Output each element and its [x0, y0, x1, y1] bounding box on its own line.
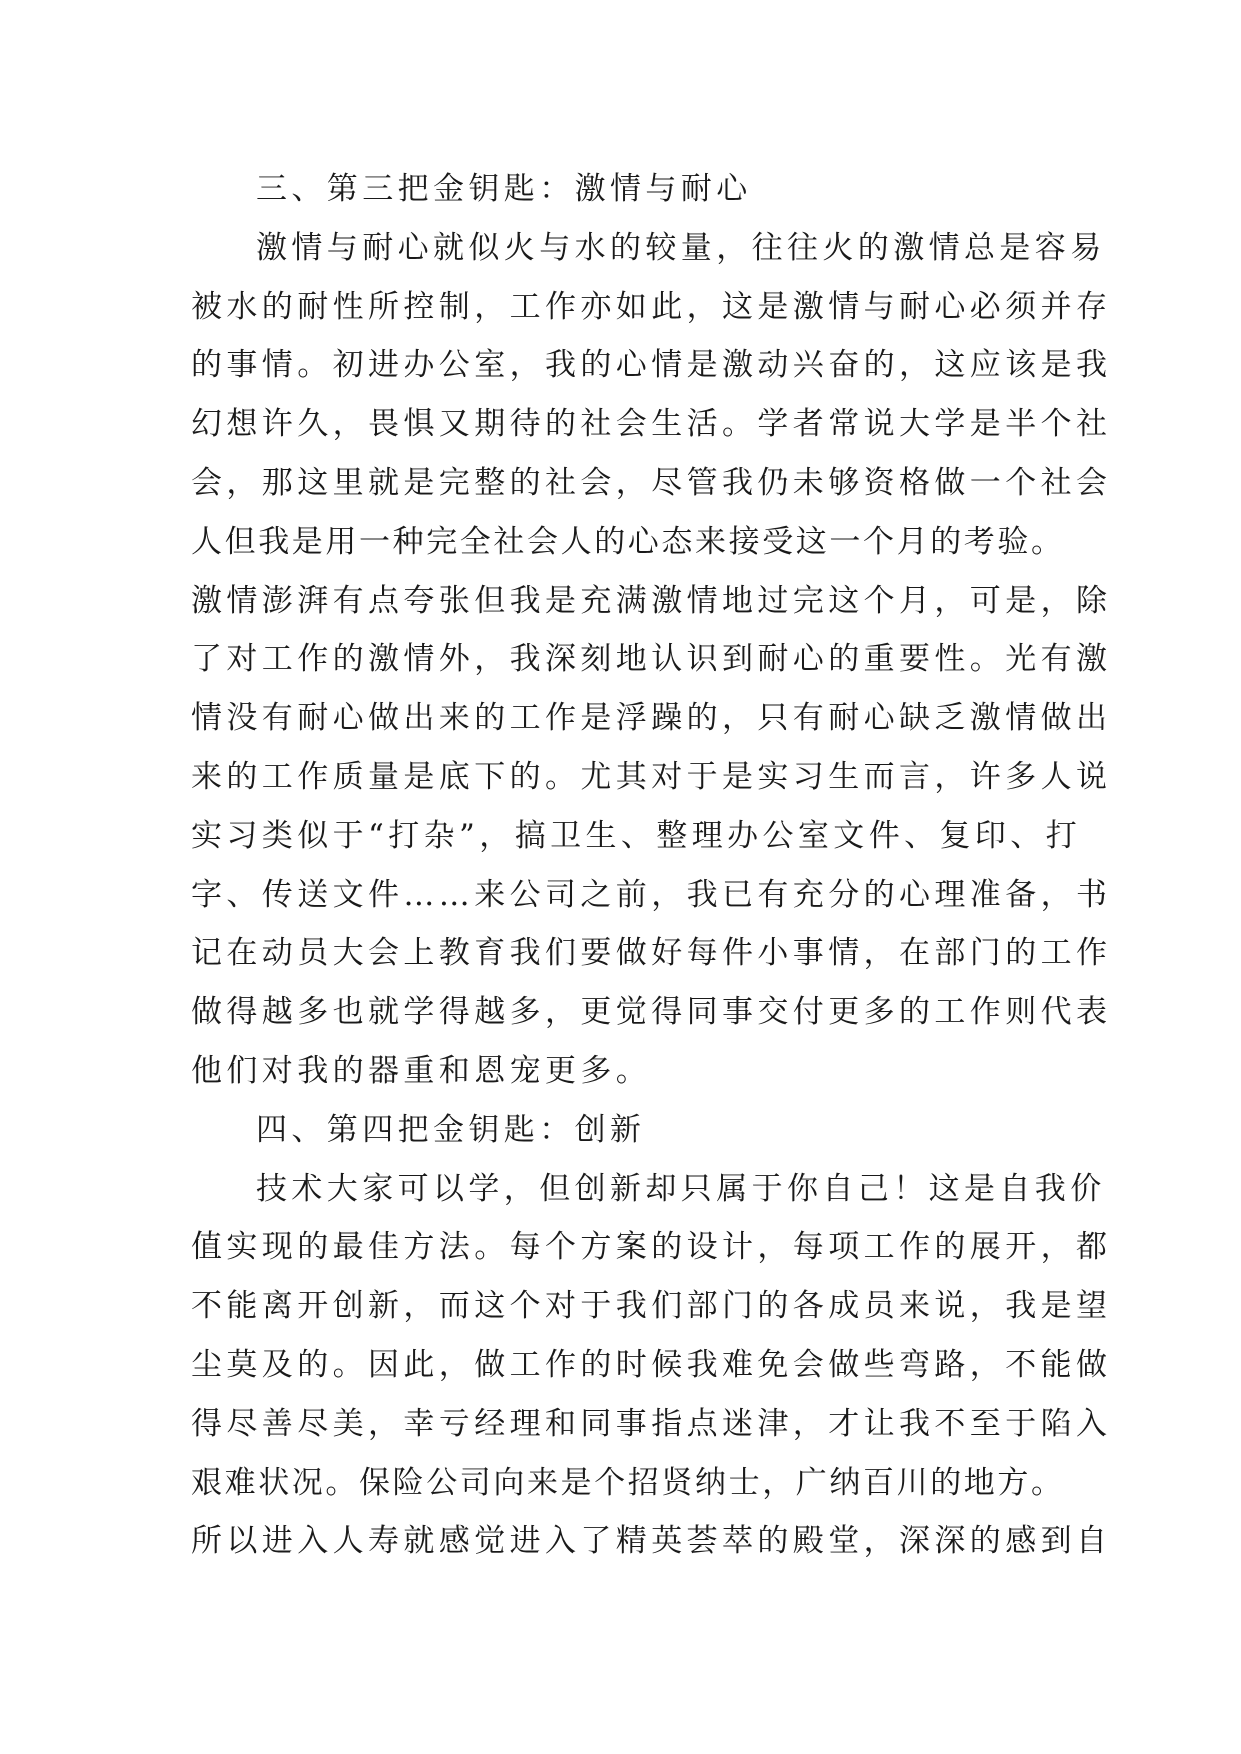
paragraph-line: 字、传送文件……来公司之前，我已有充分的心理准备，书	[191, 876, 1112, 913]
paragraph-line: 情没有耐心做出来的工作是浮躁的，只有耐心缺乏激情做出	[191, 700, 1112, 737]
paragraph-line: 艰难状况。保险公司向来是个招贤纳士，广纳百川的地方。	[191, 1464, 1065, 1501]
paragraph-line: 人但我是用一种完全社会人的心态来接受这一个月的考验。	[191, 523, 1065, 560]
paragraph-line: 激情澎湃有点夸张但我是充满激情地过完这个月，可是，除	[191, 582, 1112, 619]
paragraph-line: 幻想许久，畏惧又期待的社会生活。学者常说大学是半个社	[191, 406, 1112, 443]
section-heading-4: 四、第四把金钥匙：创新	[256, 1111, 646, 1148]
paragraph-line: 做得越多也就学得越多，更觉得同事交付更多的工作则代表	[191, 994, 1112, 1031]
section-heading-3: 三、第三把金钥匙：激情与耐心	[256, 171, 752, 207]
paragraph-line: 被水的耐性所控制，工作亦如此，这是激情与耐心必须并存	[191, 288, 1112, 325]
paragraph-line: 记在动员大会上教育我们要做好每件小事情，在部门的工作	[191, 935, 1112, 972]
paragraph-line: 技术大家可以学，但创新却只属于你自己！这是自我价	[256, 1170, 1106, 1207]
paragraph-line: 激情与耐心就似火与水的较量，往往火的激情总是容易	[256, 229, 1106, 266]
paragraph-line: 了对工作的激情外，我深刻地认识到耐心的重要性。光有激	[191, 641, 1112, 678]
paragraph-line: 尘莫及的。因此，做工作的时候我难免会做些弯路，不能做	[191, 1346, 1112, 1383]
paragraph-line: 不能离开创新，而这个对于我们部门的各成员来说，我是望	[191, 1288, 1112, 1325]
paragraph-line: 的事情。初进办公室，我的心情是激动兴奋的，这应该是我	[191, 347, 1112, 384]
paragraph-line: 他们对我的器重和恩宠更多。	[191, 1052, 652, 1089]
paragraph-line: 得尽善尽美，幸亏经理和同事指点迷津，才让我不至于陷入	[191, 1405, 1112, 1442]
document-body	[191, 160, 1112, 1571]
paragraph-line: 会，那这里就是完整的社会，尽管我仍未够资格做一个社会	[191, 464, 1112, 501]
paragraph-line: 来的工作质量是底下的。尤其对于是实习生而言，许多人说	[191, 758, 1112, 795]
paragraph-line: 实习类似于“打杂”，搞卫生、整理办公室文件、复印、打	[191, 817, 1082, 854]
paragraph-line: 值实现的最佳方法。每个方案的设计，每项工作的展开，都	[191, 1229, 1112, 1266]
paragraph-line: 所以进入人寿就感觉进入了精英荟萃的殿堂，深深的感到自	[191, 1523, 1112, 1560]
